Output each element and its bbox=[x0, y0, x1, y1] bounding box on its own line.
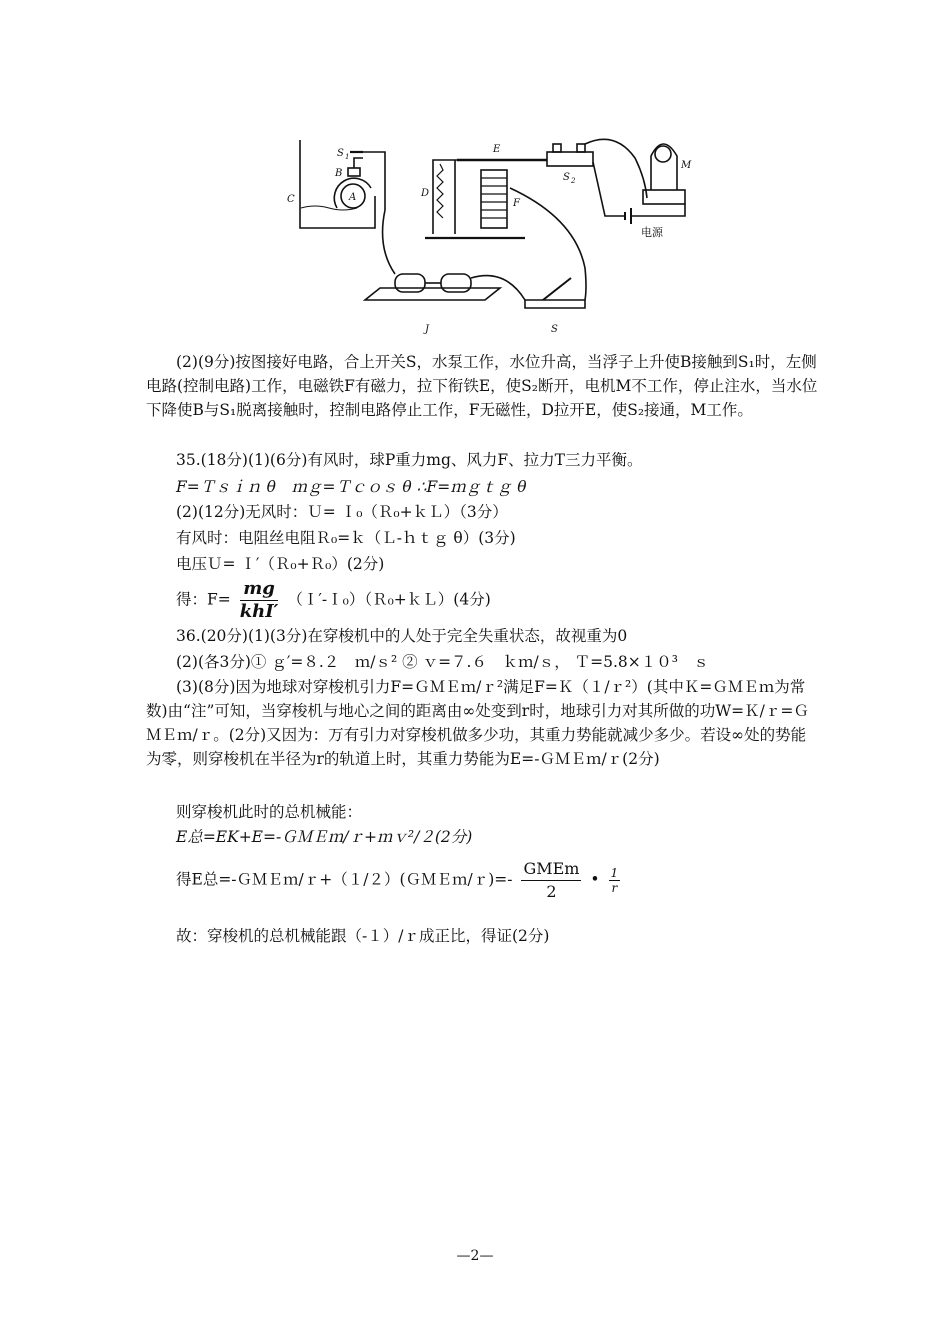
q35-equation-3: 有风时：电阻丝电阻Ｒ₀=ｋ（Ｌ-ｈｔｇ θ）(3分) bbox=[176, 529, 516, 547]
coil-windings bbox=[481, 178, 507, 218]
switch-s2 bbox=[547, 152, 593, 166]
switch-s-base bbox=[525, 300, 585, 308]
q35-eq5-prefix: 得：F= bbox=[176, 590, 231, 609]
q35-equation-5 bbox=[176, 578, 491, 623]
q36-heading: 36.(20分)(1)(3分)在穿梭机中的人处于完全失重状态，故视重为0 bbox=[176, 627, 628, 645]
q36-result-eq bbox=[176, 858, 624, 903]
relay-frame bbox=[433, 160, 507, 234]
float-rod bbox=[354, 158, 363, 168]
label-f: F bbox=[513, 198, 520, 209]
wire-s2-power bbox=[593, 162, 625, 216]
q36-total-energy-eq: E总=EK+E=-ＧＭＥｍ/ｒ+ｍｖ²/２(2分) bbox=[176, 828, 473, 846]
label-s1-sub: 1 bbox=[345, 153, 350, 161]
rheostat-j-base bbox=[365, 288, 500, 300]
circuit-diagram-svg bbox=[285, 128, 720, 346]
label-d: D bbox=[421, 188, 430, 199]
q35-eq5-suffix: （Ｉ′-Ｉ₀）（Ｒ₀+ｋＬ）(4分) bbox=[287, 590, 491, 609]
q35-equation-4: 电压Ｕ= Ｉ′（Ｒ₀+Ｒ₀）(2分) bbox=[176, 555, 385, 573]
page-number: —2— bbox=[456, 1248, 494, 1264]
q35-fraction-denominator: khI′ bbox=[239, 601, 279, 622]
q36-fraction-gm-denominator: 2 bbox=[546, 882, 557, 901]
wire-power-motor bbox=[631, 204, 685, 216]
rheostat-j-coil-1 bbox=[395, 274, 425, 292]
q36-fraction-r-denominator: r bbox=[611, 881, 618, 895]
label-b: B bbox=[335, 168, 343, 179]
q35-equation-2: (2)(12分)无风时：Ｕ= Ｉ₀（Ｒ₀+ｋＬ）（3分） bbox=[176, 503, 508, 521]
spring-d bbox=[437, 164, 443, 218]
q36-part-2: (2)(各3分)① ｇ′=８.２ ｍ/ｓ² ② ｖ=７.６ ｋｍ/ｓ， Ｔ=5.8×１０³ ｓ bbox=[176, 653, 709, 671]
switch-s-lever bbox=[543, 278, 571, 300]
label-j: J bbox=[425, 324, 430, 335]
q36-total-energy-intro: 则穿梭机此时的总机械能： bbox=[176, 803, 363, 821]
s2-terminal-1 bbox=[553, 144, 561, 152]
power-source bbox=[625, 208, 631, 224]
q35-fraction bbox=[240, 578, 279, 623]
label-e: E bbox=[493, 144, 501, 155]
label-s: S bbox=[551, 324, 558, 335]
wire-pump-j bbox=[383, 210, 395, 274]
motor-rotor bbox=[655, 146, 671, 162]
label-s1: S bbox=[337, 148, 344, 159]
q36-fraction-gm bbox=[521, 858, 581, 903]
control-wire-1 bbox=[363, 152, 385, 210]
label-m: M bbox=[681, 160, 692, 171]
q36-fraction-r-numerator: 1 bbox=[610, 866, 619, 880]
circuit-diagram bbox=[285, 128, 720, 346]
q35-equation-1: F=Ｔｓｉｎ θ ｍｇ=Ｔｃｏｓ θ ∴F=ｍｇｔｇ θ bbox=[176, 478, 527, 496]
q36-conclusion: 故：穿梭机的总机械能跟（-１）/ｒ成正比，得证(2分) bbox=[176, 927, 550, 945]
q36-fraction-r bbox=[609, 866, 621, 895]
q36-multiply-dot: • bbox=[590, 870, 600, 889]
label-s2-sub: 2 bbox=[571, 177, 576, 185]
wire-coil-s bbox=[510, 188, 586, 300]
q36-fraction-gm-numerator: GMEm bbox=[521, 858, 581, 881]
q36-part-3: (3)(8分)因为地球对穿梭机引力F=ＧＭＥｍ/ｒ²满足F=Ｋ（１/ｒ²）(其中Ｋ=ＧＭＥｍ为常数)由“注”可知，当穿梭机与地心之间的距离由∞处变到r时，地球引力对其所做的功W=Ｋ/ｒ=ＧＭＥｍ/ｒ。(2分)又因为：万有引力对穿梭机做多少功，其重力势能就减少多少。若设∞处的势能为零，则穿梭机在半径为r的轨道上时，其重力势能为E=-ＧＭＥｍ/ｒ(2分) bbox=[146, 678, 809, 768]
float-b bbox=[348, 168, 360, 176]
electromagnet-f bbox=[481, 170, 507, 228]
s2-terminal-2 bbox=[577, 144, 585, 152]
q36-result-prefix: 得E总=-ＧＭＥｍ/ｒ+（１/２）(ＧＭＥｍ/ｒ)=- bbox=[176, 870, 513, 889]
label-power: 电源 bbox=[641, 226, 663, 239]
rheostat-j-coil-2 bbox=[441, 274, 471, 292]
q35-fraction-numerator: mg bbox=[240, 578, 279, 601]
label-c: C bbox=[287, 194, 295, 205]
q35-heading: 35.(18分)(1)(6分)有风时，球P重力mg、风力F、拉力T三力平衡。 bbox=[176, 451, 643, 469]
label-s2: S bbox=[563, 172, 570, 183]
paragraph-2: (2)(9分)按图接好电路，合上开关S，水泵工作，水位升高，当浮子上升使B接触到S₁时，左侧电路(控制电路)工作，电磁铁F有磁力，拉下衔铁E，使S₂断开，电机M不工作，停止注水，当水位下降使B与S₁脱离接触时，控制电路停止工作，F无磁性，D拉开E，使S₂接通，M工作。 bbox=[146, 353, 818, 419]
motor-base bbox=[643, 190, 685, 204]
label-a: A bbox=[349, 192, 357, 203]
